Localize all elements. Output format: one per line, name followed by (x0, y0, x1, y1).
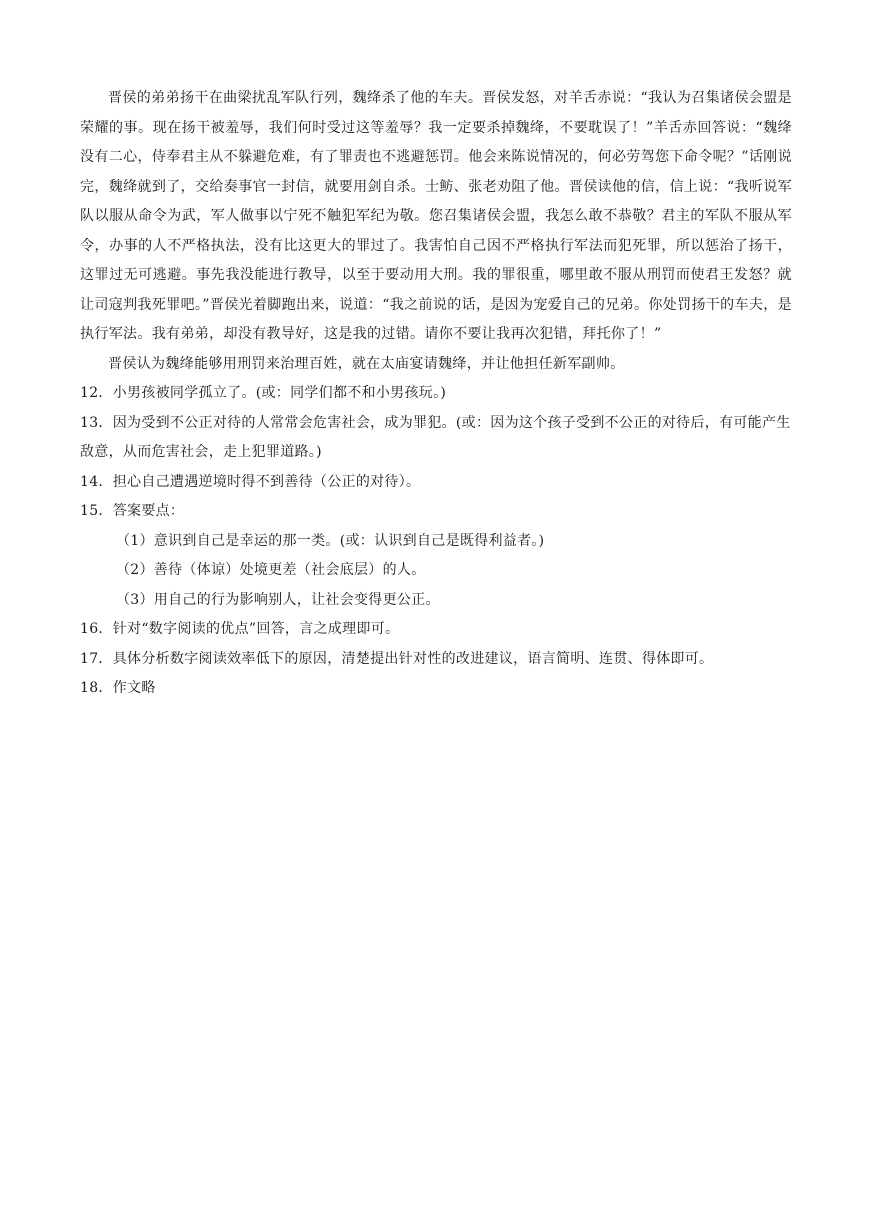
answer-text: 作文略 (112, 680, 156, 696)
answer-14 (80, 468, 792, 498)
answer-number: 13． (80, 414, 113, 431)
answer-15 (80, 497, 792, 527)
answer-15-point-1: （1）意识到自己是幸运的那一类。(或：认识到自己是既得利益者。) (116, 532, 545, 549)
answer-number: 15． (80, 503, 113, 519)
answer-text: 答案要点： (112, 503, 185, 519)
answer-16 (80, 615, 792, 645)
translation-paragraph-2: 晋侯认为魏绛能够用刑罚来治理百姓，就在太庙宴请魏绛，并让他担任新军副帅。 (108, 355, 625, 372)
answer-text: 担心自己遭遇逆境时得不到善待（公正的对待）。 (112, 473, 421, 490)
answer-15-point-2: （2）善待（体谅）处境更差（社会底层）的人。 (116, 562, 426, 578)
answer-17 (80, 645, 792, 675)
answer-12 (80, 379, 792, 409)
answer-text: 具体分析数字阅读效率低下的原因，清楚提出针对性的改进建议，语言简明、连贯、得体即可。 (112, 650, 714, 667)
answer-number: 12． (80, 385, 113, 401)
answer-number: 18． (80, 680, 113, 696)
answer-18 (80, 674, 792, 704)
answer-number: 14． (80, 473, 113, 490)
answer-text: 针对“数字阅读的优点”回答，言之成理即可。 (112, 621, 400, 637)
answer-text: 小男孩被同学孤立了。(或：同学们都不和小男孩玩。) (112, 385, 447, 401)
answer-text: 因为受到不公正对待的人常常会危害社会，成为罪犯。(或：因为这个孩子受到不公正的对待后，有可能产生敌意，从而危害社会，走上犯罪道路。) (80, 414, 791, 460)
answer-15-point-3: （3）用自己的行为影响别人，让社会变得更公正。 (116, 591, 440, 608)
answer-key-content (80, 84, 792, 704)
translation-paragraph-1: 晋侯的弟弟扬干在曲梁扰乱军队行列，魏绛杀了他的车夫。晋侯发怒，对羊舌赤说：“我认为召集诸侯会盟是荣耀的事。现在扬干被羞辱，我们何时受过这等羞辱？我一定要杀掉魏绛，不要耽误了！”羊舌赤回答说：“魏绛没有二心，侍奉君主从不躲避危难，有了罪责也不逃避惩罚。他会来陈说情况的，何必劳驾您下命令呢？”话刚说完，魏绛就到了，交给奏事官一封信，就要用剑自杀。士鲂、张老劝阻了他。晋侯读他的信，信上说：“我听说军队以服从命令为武，军人做事以宁死不触犯军纪为敬。您召集诸侯会盟，我怎么敢不恭敬？君主的军队不服从军令，办事的人不严格执法，没有比这更大的罪过了。我害怕自己因不严格执行军法而犯死罪，所以惩治了扬干，这罪过无可逃避。事先我没能进行教导，以至于要动用大刑。我的罪很重，哪里敢不服从刑罚而使君王发怒？就让司寇判我死罪吧。”晋侯光着脚跑出来，说道：“我之前说的话，是因为宠爱自己的兄弟。你处罚扬干的车夫，是执行军法。我有弟弟，却没有教导好，这是我的过错。请你不要让我再次犯错，拜托你了！” (80, 90, 792, 342)
answer-number: 16． (80, 621, 113, 637)
answer-number: 17． (80, 650, 113, 667)
answer-13 (80, 409, 792, 468)
